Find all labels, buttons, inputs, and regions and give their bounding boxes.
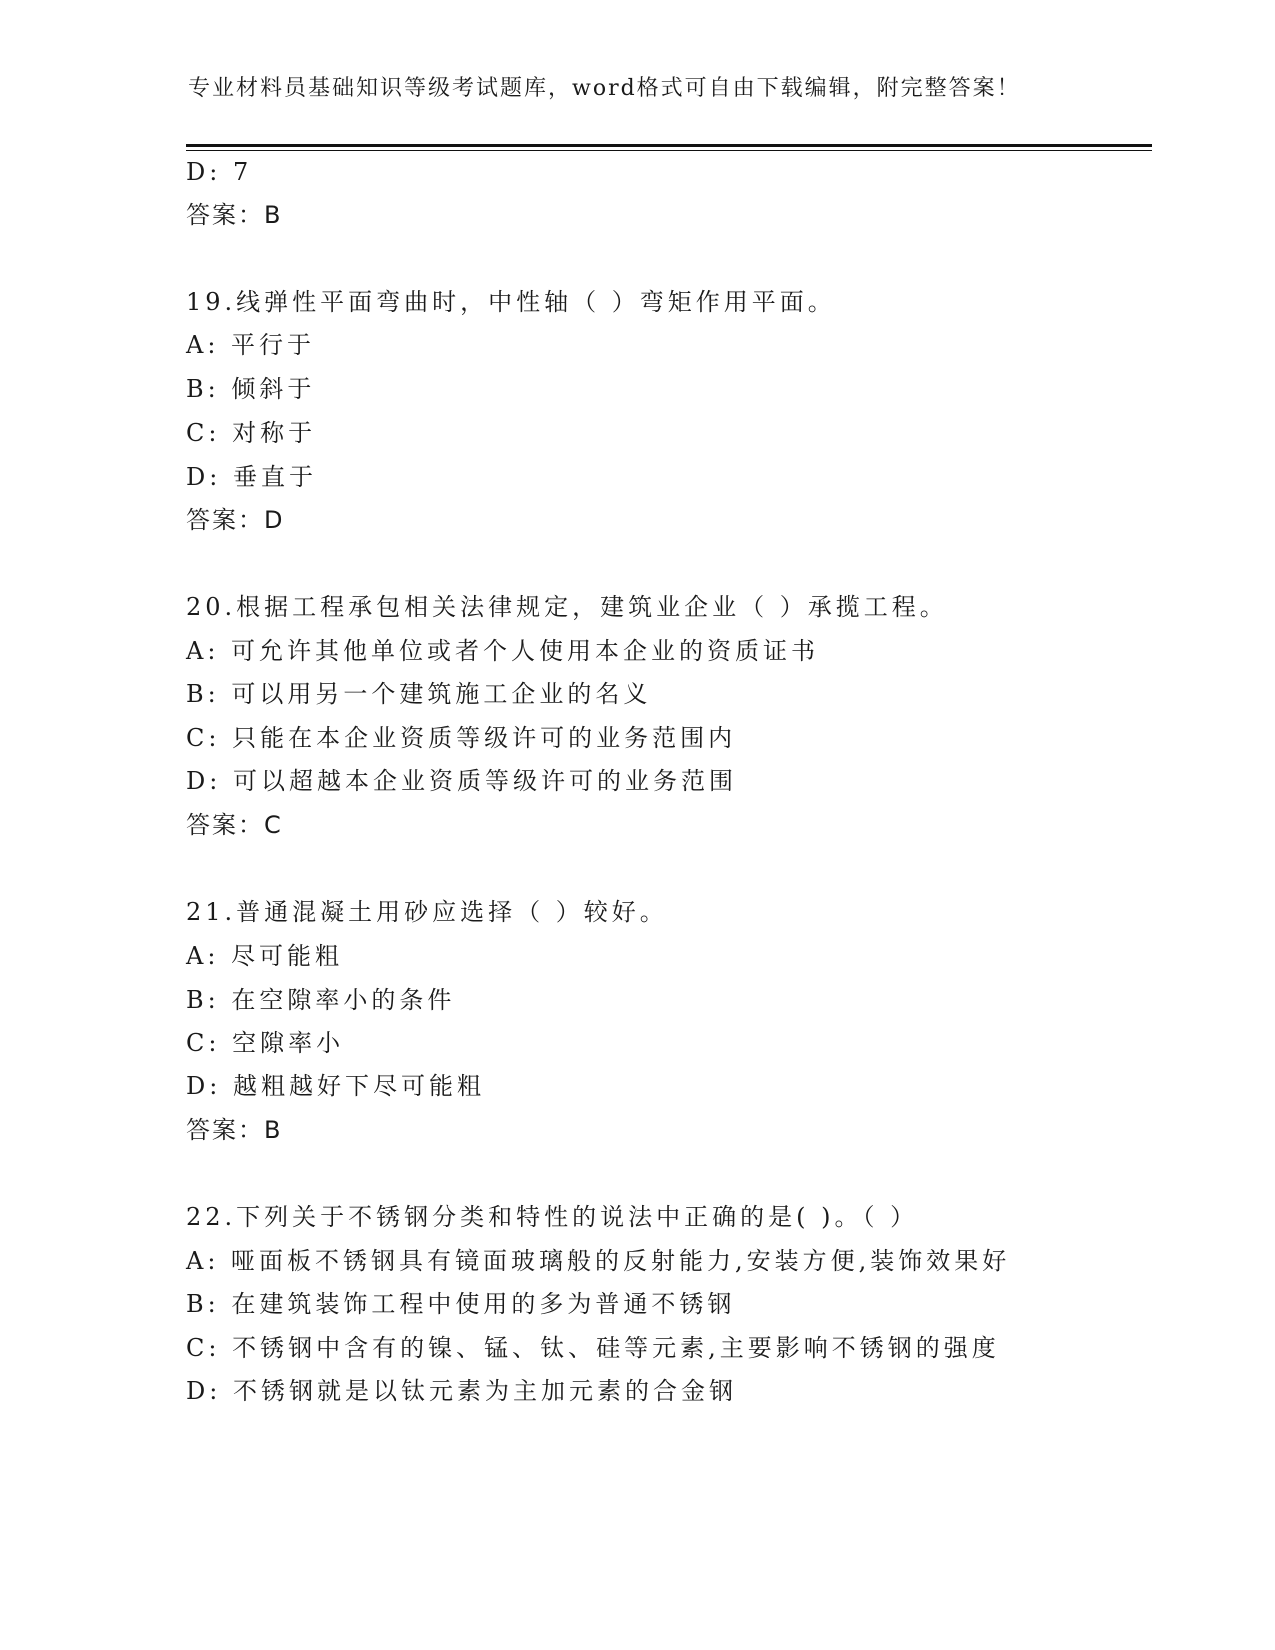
question-22-option-d: D: 不锈钢就是以钛元素为主加元素的合金钢 — [186, 1377, 737, 1405]
question-20-answer: 答案：C — [186, 811, 283, 839]
question-20-option-c: C: 只能在本企业资质等级许可的业务范围内 — [186, 724, 737, 752]
question-19-stem: 19.线弹性平面弯曲时，中性轴（ ）弯矩作用平面。 — [186, 288, 836, 316]
question-20-option-b: B: 可以用另一个建筑施工企业的名义 — [186, 680, 652, 708]
question-21-option-a: A: 尽可能粗 — [186, 942, 344, 970]
question-21-option-b: B: 在空隙率小的条件 — [186, 986, 456, 1014]
question-22-option-b: B: 在建筑装饰工程中使用的多为普通不锈钢 — [186, 1290, 736, 1318]
question-19-option-c: C: 对称于 — [186, 419, 317, 447]
question-21-answer: 答案：B — [186, 1116, 283, 1144]
question-21-stem: 21.普通混凝土用砂应选择（ ）较好。 — [186, 898, 668, 926]
answer-prev: 答案：B — [186, 201, 283, 229]
header-rule-thin — [186, 150, 1152, 151]
question-20-stem: 20.根据工程承包相关法律规定，建筑业企业（ ）承揽工程。 — [186, 593, 948, 621]
question-22-option-a: A: 哑面板不锈钢具有镜面玻璃般的反射能力,安装方便,装饰效果好 — [186, 1247, 1011, 1275]
question-20-option-a: A: 可允许其他单位或者个人使用本企业的资质证书 — [186, 637, 820, 665]
question-19-answer: 答案：D — [186, 506, 285, 534]
question-19-option-d: D: 垂直于 — [186, 463, 317, 491]
question-21-option-c: C: 空隙率小 — [186, 1029, 345, 1057]
question-21-option-d: D: 越粗越好下尽可能粗 — [186, 1072, 485, 1100]
question-19-option-a: A: 平行于 — [186, 331, 316, 359]
option-d-prev: D: 7 — [186, 158, 253, 186]
page-header-title: 专业材料员基础知识等级考试题库，word格式可自由下载编辑，附完整答案！ — [188, 76, 1021, 101]
question-20-option-d: D: 可以超越本企业资质等级许可的业务范围 — [186, 767, 737, 795]
question-22-option-c: C: 不锈钢中含有的镍、锰、钛、硅等元素,主要影响不锈钢的强度 — [186, 1334, 1000, 1362]
header-rule-thick — [186, 144, 1152, 147]
question-22-stem: 22.下列关于不锈钢分类和特性的说法中正确的是( )。（ ） — [186, 1203, 919, 1231]
question-19-option-b: B: 倾斜于 — [186, 375, 316, 403]
